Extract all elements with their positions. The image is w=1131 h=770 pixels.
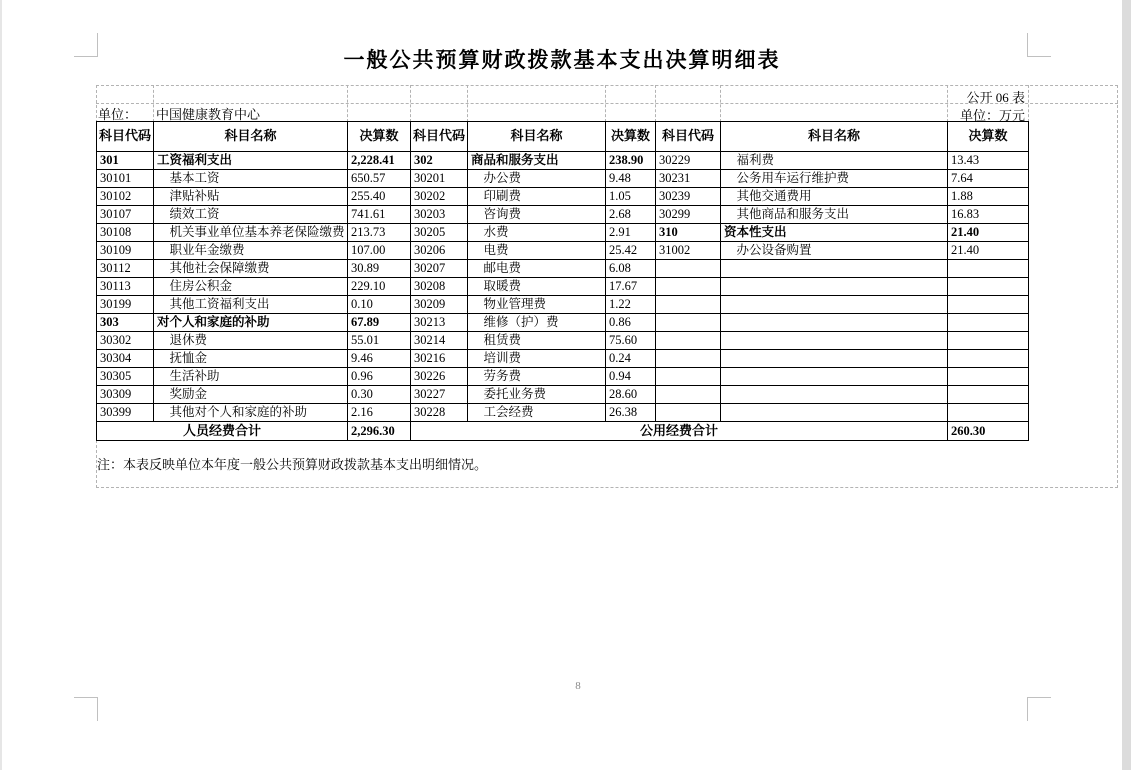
cell-value: 55.01 <box>348 332 411 350</box>
table-row <box>97 314 1029 332</box>
grid-line <box>720 85 721 122</box>
cell-name: 租赁费 <box>468 332 606 350</box>
cell-code: 30216 <box>411 350 468 368</box>
table-row <box>97 242 1029 260</box>
cell-code: 30226 <box>411 368 468 386</box>
page-title: 一般公共预算财政拨款基本支出决算明细表 <box>343 48 781 72</box>
cell-name: 资本性支出 <box>721 224 948 242</box>
cell-name: 电费 <box>468 242 606 260</box>
cell-code: 301 <box>97 152 154 170</box>
table-row <box>97 296 1029 314</box>
cell-name: 劳务费 <box>468 368 606 386</box>
cell-value: 1.05 <box>606 188 656 206</box>
cell-code: 30208 <box>411 278 468 296</box>
cell-code: 30109 <box>97 242 154 260</box>
cell-name: 邮电费 <box>468 260 606 278</box>
cell-name <box>721 296 948 314</box>
cell-name <box>721 368 948 386</box>
cell-value: 2.68 <box>606 206 656 224</box>
cell-value <box>948 260 1029 278</box>
crop-mark-bottom-right <box>1027 697 1051 721</box>
cell-value: 0.94 <box>606 368 656 386</box>
cell-name: 办公设备购置 <box>721 242 948 260</box>
cell-name <box>721 350 948 368</box>
cell-name: 绩效工资 <box>154 206 348 224</box>
cell-value: 7.64 <box>948 170 1029 188</box>
cell-code: 30102 <box>97 188 154 206</box>
cell-name: 办公费 <box>468 170 606 188</box>
cell-name: 津贴补贴 <box>154 188 348 206</box>
cell-value <box>948 404 1029 422</box>
cell-code: 30213 <box>411 314 468 332</box>
cell-value: 1.88 <box>948 188 1029 206</box>
totals-row <box>97 422 1029 441</box>
personnel-total-value: 2,296.30 <box>348 422 411 441</box>
cell-value <box>948 278 1029 296</box>
table-row <box>97 188 1029 206</box>
cell-code: 30209 <box>411 296 468 314</box>
cell-value: 2.91 <box>606 224 656 242</box>
table-row <box>97 224 1029 242</box>
cell-value <box>948 296 1029 314</box>
column-header: 科目名称 <box>468 122 606 152</box>
cell-name: 其他社会保障缴费 <box>154 260 348 278</box>
column-header: 科目名称 <box>721 122 948 152</box>
cell-value: 741.61 <box>348 206 411 224</box>
cell-code: 30205 <box>411 224 468 242</box>
crop-mark-bottom-left <box>74 697 98 721</box>
cell-value <box>948 314 1029 332</box>
cell-name <box>721 386 948 404</box>
column-header: 科目名称 <box>154 122 348 152</box>
cell-code: 30214 <box>411 332 468 350</box>
grid-line <box>153 85 154 122</box>
cell-value: 0.30 <box>348 386 411 404</box>
cell-name: 咨询费 <box>468 206 606 224</box>
cell-code: 30309 <box>97 386 154 404</box>
table-row <box>97 260 1029 278</box>
cell-code <box>656 296 721 314</box>
table-row <box>97 278 1029 296</box>
cell-code <box>656 368 721 386</box>
cell-name: 维修（护）费 <box>468 314 606 332</box>
personnel-total-label: 人员经费合计 <box>97 422 348 441</box>
cell-value: 30.89 <box>348 260 411 278</box>
column-header: 决算数 <box>948 122 1029 152</box>
cell-value: 25.42 <box>606 242 656 260</box>
grid-line <box>467 85 468 122</box>
cell-name: 取暖费 <box>468 278 606 296</box>
cell-value: 67.89 <box>348 314 411 332</box>
cell-value: 28.60 <box>606 386 656 404</box>
cell-name: 其他工资福利支出 <box>154 296 348 314</box>
cell-code <box>656 404 721 422</box>
crop-mark-top-right <box>1027 33 1051 57</box>
cell-value: 6.08 <box>606 260 656 278</box>
cell-value: 229.10 <box>348 278 411 296</box>
page-left-edge <box>0 0 2 770</box>
cell-code: 30108 <box>97 224 154 242</box>
cell-value: 9.48 <box>606 170 656 188</box>
table-row <box>97 404 1029 422</box>
table-row <box>97 152 1029 170</box>
cell-value: 2,228.41 <box>348 152 411 170</box>
cell-value: 0.10 <box>348 296 411 314</box>
cell-code <box>656 314 721 332</box>
table-row <box>97 332 1029 350</box>
cell-code <box>656 260 721 278</box>
cell-value: 0.96 <box>348 368 411 386</box>
cell-name: 培训费 <box>468 350 606 368</box>
cell-name: 对个人和家庭的补助 <box>154 314 348 332</box>
cell-name: 其他交通费用 <box>721 188 948 206</box>
column-header: 科目代码 <box>656 122 721 152</box>
cell-code: 30399 <box>97 404 154 422</box>
cell-value <box>948 368 1029 386</box>
cell-code: 30229 <box>656 152 721 170</box>
detail-table <box>96 121 1029 441</box>
cell-value: 75.60 <box>606 332 656 350</box>
cell-code: 30239 <box>656 188 721 206</box>
cell-code: 30203 <box>411 206 468 224</box>
column-header: 决算数 <box>606 122 656 152</box>
cell-name: 物业管理费 <box>468 296 606 314</box>
cell-name: 工会经费 <box>468 404 606 422</box>
cell-name <box>721 260 948 278</box>
cell-name: 商品和服务支出 <box>468 152 606 170</box>
cell-code: 30107 <box>97 206 154 224</box>
cell-value <box>948 386 1029 404</box>
public-total-value: 260.30 <box>948 422 1029 441</box>
cell-code: 31002 <box>656 242 721 260</box>
grid-line <box>605 85 606 122</box>
cell-value <box>948 332 1029 350</box>
cell-name: 委托业务费 <box>468 386 606 404</box>
cell-value: 255.40 <box>348 188 411 206</box>
cell-name: 水费 <box>468 224 606 242</box>
cell-value: 0.24 <box>606 350 656 368</box>
cell-code: 30112 <box>97 260 154 278</box>
cell-name <box>721 404 948 422</box>
cell-name: 生活补助 <box>154 368 348 386</box>
cell-code: 30305 <box>97 368 154 386</box>
cell-name: 基本工资 <box>154 170 348 188</box>
cell-value: 9.46 <box>348 350 411 368</box>
cell-code <box>656 332 721 350</box>
cell-code: 30304 <box>97 350 154 368</box>
cell-code: 30299 <box>656 206 721 224</box>
cell-name: 退休费 <box>154 332 348 350</box>
cell-value: 107.00 <box>348 242 411 260</box>
cell-value: 1.22 <box>606 296 656 314</box>
page-right-edge <box>1122 0 1131 770</box>
cell-code <box>656 278 721 296</box>
cell-value: 2.16 <box>348 404 411 422</box>
cell-value: 16.83 <box>948 206 1029 224</box>
page-number: 8 <box>575 680 581 692</box>
cell-name: 抚恤金 <box>154 350 348 368</box>
cell-name: 奖励金 <box>154 386 348 404</box>
grid-line <box>410 85 411 122</box>
cell-name: 工资福利支出 <box>154 152 348 170</box>
cell-code: 30228 <box>411 404 468 422</box>
unit-name: 中国健康教育中心 <box>156 107 261 122</box>
cell-name: 住房公积金 <box>154 278 348 296</box>
column-header: 科目代码 <box>97 122 154 152</box>
cell-code <box>656 350 721 368</box>
cell-value: 13.43 <box>948 152 1029 170</box>
table-row <box>97 350 1029 368</box>
crop-mark-top-left <box>74 33 98 57</box>
cell-name <box>721 278 948 296</box>
cell-code: 30207 <box>411 260 468 278</box>
cell-value: 650.57 <box>348 170 411 188</box>
cell-value: 21.40 <box>948 242 1029 260</box>
cell-value: 213.73 <box>348 224 411 242</box>
cell-value: 21.40 <box>948 224 1029 242</box>
table-row <box>97 170 1029 188</box>
cell-code: 30199 <box>97 296 154 314</box>
unit-of-measure-label: 单位：万元 <box>959 108 1025 123</box>
cell-code: 303 <box>97 314 154 332</box>
cell-value: 238.90 <box>606 152 656 170</box>
cell-name: 福利费 <box>721 152 948 170</box>
cell-code: 30113 <box>97 278 154 296</box>
cell-code: 30302 <box>97 332 154 350</box>
table-row <box>97 206 1029 224</box>
cell-code <box>656 386 721 404</box>
cell-name: 其他商品和服务支出 <box>721 206 948 224</box>
cell-code: 302 <box>411 152 468 170</box>
cell-name: 公务用车运行维护费 <box>721 170 948 188</box>
cell-value: 17.67 <box>606 278 656 296</box>
cell-code: 30201 <box>411 170 468 188</box>
cell-name: 印刷费 <box>468 188 606 206</box>
cell-code: 30206 <box>411 242 468 260</box>
table-row <box>97 368 1029 386</box>
cell-value: 0.86 <box>606 314 656 332</box>
cell-value <box>948 350 1029 368</box>
public-total-label: 公用经费合计 <box>411 422 948 441</box>
grid-line <box>1028 85 1029 122</box>
cell-name: 其他对个人和家庭的补助 <box>154 404 348 422</box>
cell-code: 310 <box>656 224 721 242</box>
cell-code: 30202 <box>411 188 468 206</box>
cell-name <box>721 332 948 350</box>
cell-name <box>721 314 948 332</box>
unit-label: 单位： <box>98 107 138 122</box>
table-row <box>97 386 1029 404</box>
sheet-number-label: 公开 06 表 <box>966 90 1025 105</box>
footnote: 注：本表反映单位本年度一般公共预算财政拨款基本支出明细情况。 <box>97 457 488 472</box>
grid-line <box>347 85 348 122</box>
cell-code: 30231 <box>656 170 721 188</box>
column-header: 科目代码 <box>411 122 468 152</box>
cell-code: 30227 <box>411 386 468 404</box>
grid-line <box>655 85 656 122</box>
cell-value: 26.38 <box>606 404 656 422</box>
cell-code: 30101 <box>97 170 154 188</box>
cell-name: 机关事业单位基本养老保险缴费 <box>154 224 348 242</box>
column-header: 决算数 <box>348 122 411 152</box>
cell-name: 职业年金缴费 <box>154 242 348 260</box>
